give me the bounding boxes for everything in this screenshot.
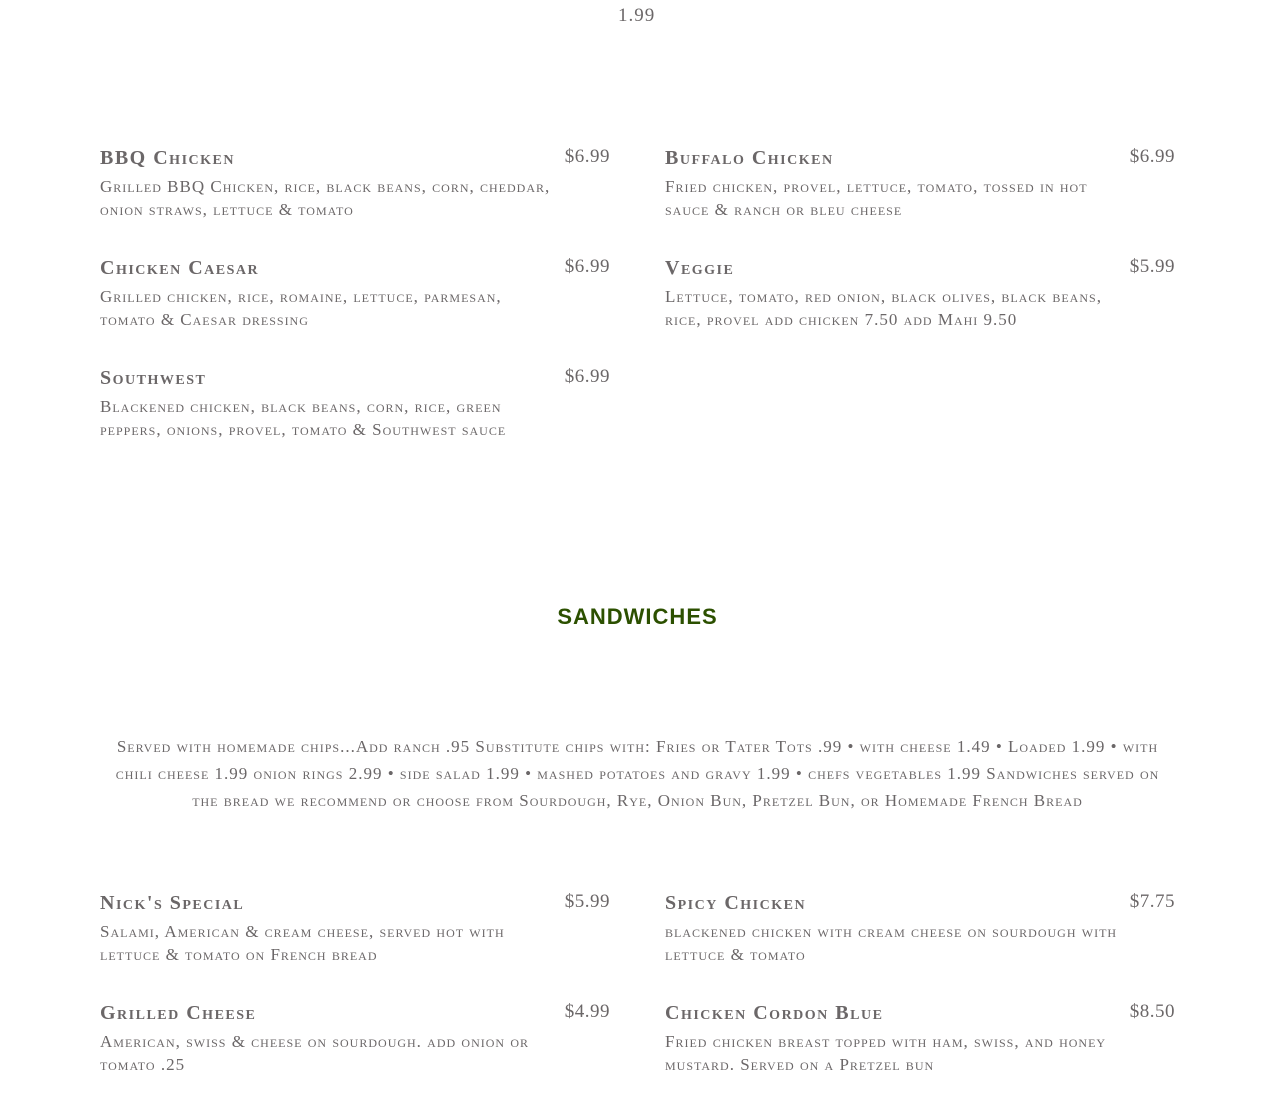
menu-item-price: $5.99 [564, 891, 610, 912]
menu-item-name: Spicy Chicken [665, 892, 807, 914]
previous-section-cutoff [0, 0, 1275, 40]
menu-item-price: $6.99 [564, 146, 610, 167]
menu-item-description: Lettuce, tomato, red onion, black olives, black beans, rice, provel add chicken 7.50 add Mahi 9.50 [665, 287, 1102, 329]
section-note: Served with homemade chips...Add ranch .95 Substitute chips with: Fries or Tater Tots .99 • with cheese 1.49 • Loaded 1.99 • with chili cheese 1.99 onion rings 2.99 • side salad 1.99 • mashed potatoes and gravy 1.99 • chefs vegetables 1.99 Sandwiches served on the bread we recommend or choose from Sourdough, Rye, Onion Bun, Pretzel Bun, or Homemade French Bread [115, 737, 1160, 810]
menu-item-price: $5.99 [1129, 256, 1175, 277]
menu-item-name: Grilled Cheese [100, 1002, 257, 1024]
menu-item-description: Grilled BBQ Chicken, rice, black beans, corn, cheddar, onion straws, lettuce & tomato [100, 177, 551, 219]
menu-item-description: Salami, American & cream cheese, served hot with lettuce & tomato on French bread [100, 922, 505, 964]
menu-item-description: American, swiss & cheese on sourdough. add onion or tomato .25 [100, 1032, 530, 1074]
menu-item-description: Grilled chicken, rice, romaine, lettuce, parmesan, tomato & Caesar dressing [100, 287, 502, 329]
menu-item-name: Chicken Caesar [100, 257, 260, 279]
menu-item-price: $4.99 [564, 1001, 610, 1022]
menu-item-price: $7.75 [1129, 891, 1175, 912]
menu-item-price: $6.99 [1129, 146, 1175, 167]
menu-item-description: blackened chicken with cream cheese on sourdough with lettuce & tomato [665, 922, 1118, 964]
menu-item-description: Fried chicken breast topped with ham, swiss, and honey mustard. Served on a Pretzel bun [665, 1032, 1107, 1074]
section-title-sandwiches: SANDWICHES [557, 604, 718, 629]
menu-item-name: Southwest [100, 367, 207, 389]
menu-item-description: Fried chicken, provel, lettuce, tomato, tossed in hot sauce & ranch or bleu cheese [665, 177, 1088, 219]
menu-item-description: Blackened chicken, black beans, corn, rice, green peppers, onions, provel, tomato & Southwest sauce [100, 397, 507, 439]
menu-item-price: $6.99 [564, 256, 610, 277]
menu-item-name: BBQ Chicken [100, 147, 235, 169]
menu-item-name: Nick's Special [100, 892, 245, 914]
menu-item-price: $6.99 [564, 366, 610, 387]
menu-item-name: Buffalo Chicken [665, 147, 834, 169]
menu-item-name: Chicken Cordon Blue [665, 1002, 884, 1024]
menu-item-name: Veggie [665, 257, 735, 279]
menu-item-price: $8.50 [1129, 1001, 1175, 1022]
cutoff-price: 1.99 [618, 5, 656, 26]
